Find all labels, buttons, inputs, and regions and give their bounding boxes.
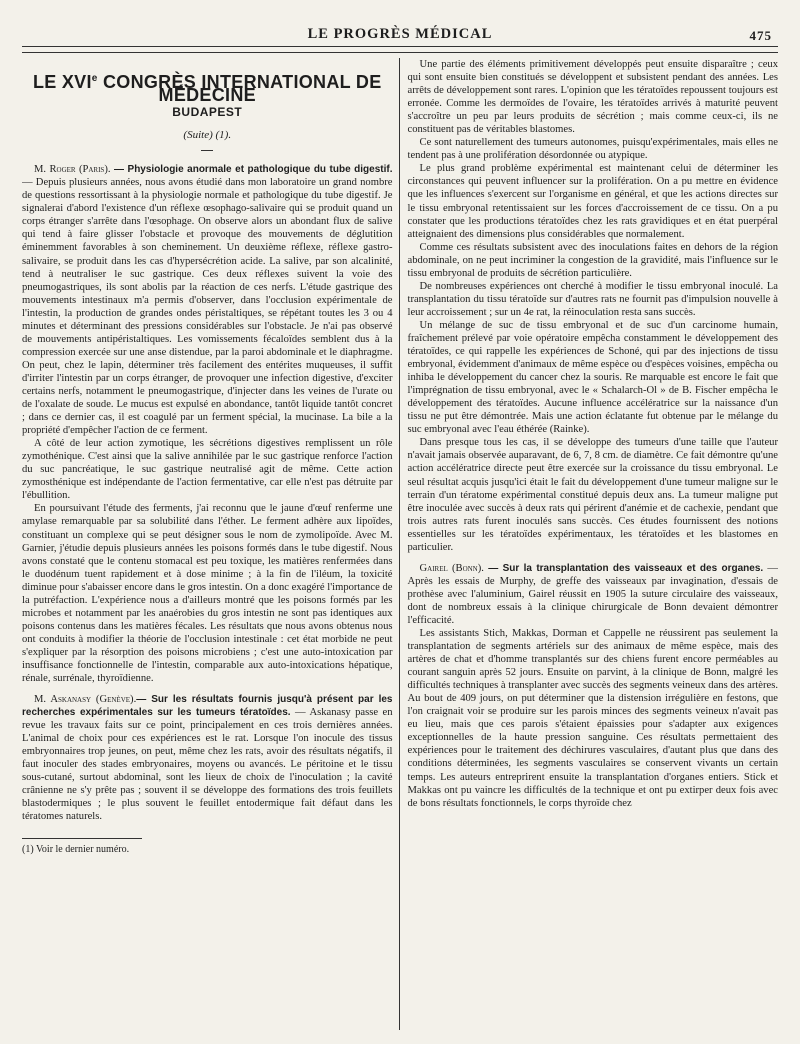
gairel-author: Gairel (Bonn).	[419, 562, 484, 574]
roger-paragraph-2: A côté de leur action zymotique, les sécrétions digestives remplissent un rôle zymothénique. C'est ainsi que la salive annihilée par le suc gastrique renforce l'action du suc pancréatique, le suc gastrique neutralisé agit de même. Cette action zymosthénique est indépendante de l'action fermentative, car elle n'est pas détruite par l'ébullition.	[22, 438, 393, 502]
conference-city: BUDAPEST	[172, 105, 243, 120]
gairel-heading: — Sur la transplantation des vaisseaux et des organes.	[483, 562, 764, 574]
roger-author: M. Roger (Paris).	[34, 164, 111, 176]
title-prefix: LE XVI	[32, 72, 92, 92]
roger-heading: — Physiologie anormale et pathologique du tube digestif.	[110, 164, 393, 176]
text-columns	[22, 58, 778, 1030]
journal-page	[22, 20, 778, 1030]
roger-text-1: — Depuis plusieurs années, nous avons étudié dans mon laboratoire un grand nombre de questions ressortissant à la physiologie normale et pathologique du tube digestif. Je signalerai d'abord l'existence d'un réflexe œsophago-salivaire qui se produit quand un corps étranger s'arrête dans l'œsophage. On observe alors un abondant flux de salive qui tend à faire glisser l'obstacle et provoque des mouvements de déglutition éminemment favorables à son cheminement. Un deuxième réflexe, réflexe gastro-salivaire, se produit dans les cas d'hypersécrétion acide. La salive, par son alcalinité, tend à neutraliser le suc gastrique. Ces deux réflexes suivent la voie des pneumogastriques, ils sont abolis par la réaction de ces nerfs. L'étude gastrique des mouvements intestinaux m'a permis d'observer, dans l'occlusion expérimentale de l'intestin, la production de grandes ondes péristaltiques, se répétant toutes les 3 ou 4 minutes et déterminant des pressions considérables sur l'obstacle. Je n'ai pas observé de mouvements antipéristaltiques. Les vomissements fécaloïdes semblent dus à la compression exercée sur une anse distendue, par la paroi abdominale et le diaphragme. On peut, chez le lapin, déterminer très facilement des entérites muqueuses, il suffit d'irriter l'intestin par un corps étranger, de provoquer une infection digestive, d'exciter certains nerfs, notamment le pneumogastrique, d'injecter dans les veines de l'urate ou de l'oxalate de soude. Le mucus est expulsé en abondance, tantôt liquide tantôt concret ; dans ce dernier cas, il est coagulé par un ferment spécial, la mucinase. La bile a la propriété d'empêcher l'action de ce ferment.	[22, 177, 393, 437]
askanasy-text-1: — Askanasy passe en revue les travaux faits sur ce point, principalement en ces trois dernières années. L'animal de choix pour ces expériences est le rat. Lorsque l'on inocule des tissus embryonnaires trop jeunes, on peut, même chez les rats, avoir des résultats négatifs, il faut inoculer des stades embryonaires, moyens ou avancés. Le péritoine et le tissu sous-cutané, surtout abdominal, sont les lieux de choix de l'inoculation ; la cavité crânienne ne s'y prête pas ; souvent il se développe des formations des trois feuillets blastodermiques ; le plus souvent le feuillet entodermique fait défaut dans les tératomes naturels.	[22, 707, 393, 823]
footnote-rule	[22, 838, 142, 839]
conference-suite: (Suite) (1).	[183, 129, 232, 142]
askanasy-paragraph-4: Le plus grand problème expérimental est maintenant celui de déterminer les circonstances qui peuvent influencer sur la prolifération. On a pu mettre en évidence que les influences s'exercent sur l'organisme en général, et que les actions directes sur le tissu embryonal retentissaient sur les forces d'accroissement de ce tissu. On a pu constater que les productions tératoïdes chez les rats gravidiques et en état puerpéral atteignaient des dimensions plus considérables que normalement.	[407, 163, 778, 240]
gairel-text-1: — Après les essais de Murphy, de greffe des vaisseaux par invagination, d'essais de prothèse avec l'aluminium, Gairel réussit en 1905 la suture circulaire des vaisseaux, dont de nombreux essais à la clinique chirurgicale de Bonn devaient démontrer l'efficacité.	[407, 562, 778, 626]
askanasy-author: M. Askanasy (Genève).	[34, 694, 137, 706]
askanasy-paragraph-3: Ce sont naturellement des tumeurs autonomes, puisqu'expérimentales, mais elles ne tendent pas à une prolifération désordonnée ou atypique.	[407, 137, 778, 162]
title-rest: CONGRÈS INTERNATIONAL DE MÉDECINE	[97, 72, 382, 106]
running-head	[22, 20, 778, 42]
askanasy-paragraph-2: Une partie des éléments primitivement développés peut ensuite disparaître ; ceux qui sont ensuite bien constitués se développent et subsistent pendant des années. Les arrêts de développement sont rares. L'opinion que les tératoïdes repoussent toujours est erronée. Comme les dermoïdes de l'ovaire, les tératoïdes arrivés à maturité peuvent s'accroître un peu par leurs produits de sécrétion ; mais comme ceux-ci, ils ne constituent pas de véritables blastomes.	[407, 59, 778, 136]
conference-title	[22, 72, 393, 106]
title-superscript: e	[91, 73, 98, 84]
askanasy-paragraph-5: Comme ces résultats subsistent avec des inoculations faites en dehors de la région abdominale, on ne peut incriminer la congestion de la gravidité, mais l'influence sur le tissu embryonal de produits de sécrétion particulière.	[407, 241, 778, 279]
askanasy-paragraph-1	[22, 693, 393, 823]
left-column	[22, 58, 399, 1030]
askanasy-heading: — Sur les résultats fournis jusqu'à présent par les recherches expérimentales sur les tumeurs tératoïdes.	[22, 694, 393, 719]
roger-paragraph-3: En poursuivant l'étude des ferments, j'ai reconnu que le jaune d'œuf renferme une amylase remarquable par sa solubilité dans l'éther. Le ferment adhère aux lipoïdes, constituant un complexe qui se peut désigner sous le nom de zymolipoïde. Avec M. Garnier, j'étudie depuis plusieurs années les poisons formés dans le tube digestif. Nous avons constaté que le contenu stomacal est peu toxique, les matières renfermées dans le duodénum tuent rapidement et à dose minime ; à la fin de l'iléum, la toxicité diminue pour s'abaisser encore dans le gros intestin. On a donc exagéré l'importance de la putréfaction. L'expérience nous a d'ailleurs montré que les poisons formés par les microbes et notamment par les anaérobies du gros intestin ne sont pas identiques aux poisons contenus dans les matières fécales. Les résultats que nous avons obtenus nous ont conduits à modifier la théorie de l'occlusion intestinale : cet état morbide ne peut s'expliquer par la résorption des poisons microbiens ; c'est une auto-intoxication par insuffisance fonctionnelle de l'intestin, comparable aux auto-intoxications hépatique, rénale, surrénale, thyroïdienne.	[22, 503, 393, 685]
askanasy-paragraph-8: Dans presque tous les cas, il se développe des tumeurs d'une taille que l'auteur n'avait jamais observée auparavant, de 6, 7, 8 cm. de diamètre. Ce fait démontre qu'une action accélératrice directe peut être exercée sur la croissance du tissu embryonal. Le seul résultat acquis jusqu'ici était le fait du développement d'une tumeur maligne sur le terrain d'un tératome expérimental constitué depuis deux ans. La tumeur maligne put être inoculée avec succès à deux rats qui périrent d'anémie et de cachexie, pendant que trois autres rats furent inoculés sans succès. Ces études fournissent des notions essentielles sur les tératoïdes expérimentaux, les tératoïdes et les blastomes en particulier.	[407, 437, 778, 553]
roger-paragraph-1	[22, 163, 393, 437]
title-divider	[201, 150, 213, 151]
askanasy-paragraph-7: Un mélange de suc de tissu embryonal et de suc d'un carcinome humain, fraîchement prélevé par voie opératoire empêcha constamment le développement des tératoïdes, ce qui rappelle les expériences de Schoné, qui par des injections de tissu embryonal, évidemment d'animaux de même espèce ou d'espèces voisines, empêcha ou inhiba le développement du cancer chez la souris. Re marquable est encore le fait que l'imprégnation de tissu embryonal, avec le « Schalarch-Ol » de B. Fischer empêcha le développement des tératoïdes. Aucune influence accélératrice sur la naissance d'un tissu ne put être démontrée. Mais une action éclatante fut obtenue par le mélange du suc embryonal avec l'eau éthérée (Rainke).	[407, 319, 778, 436]
footnote: (1) Voir le dernier numéro.	[22, 843, 130, 855]
right-column	[399, 58, 779, 1030]
journal-title: LE PROGRÈS MÉDICAL	[307, 26, 493, 42]
gairel-paragraph-2: Les assistants Stich, Makkas, Dorman et Cappelle ne réussirent pas seulement la transplantation de segments artériels sur des animaux de même espèce, mais des artères de chat et d'homme transplantés sur des chiens furent encore perméables au courant sanguin après 52 jours. Ensuite on parvint, à la clinique de Bonn, malgré les difficultés techniques à transplanter avec succès des segments veineux dans des artères. Au bout de 409 jours, on put déterminer que la distension irrégulière en festons, que l'on craignait voir se produire sur les parois minces des segments veineux n'avait pas eu lieu, mais que ces parois s'étaient épaissies pour s'adapter aux exigences exceptionnelles de la haute pression sanguine. Ces résultats permettaient des expériences pour le traitement des déchirures vasculaires, d'autant plus que dans des conditions déterminées, les segments vasculaires se conservent vivants un certain temps. Les auteurs entreprirent ensuite la transplantation d'organes entiers. Stick et Makkas ont pu vaincre les difficultés de la technique et ont pu extirper deux fois avec de bons résultats fonctionnels, le corps thyroïde chez	[407, 628, 778, 809]
gairel-paragraph-1	[408, 562, 779, 627]
header-rule	[22, 46, 778, 53]
askanasy-paragraph-6: De nombreuses expériences ont cherché à modifier le tissu embryonal inoculé. La transplantation du tissu tératoïde sur d'autres rats ne fournit pas d'impulsion nouvelle à leur accroissement ; sur un 4e rat, la réinoculation resta sans succès.	[407, 280, 778, 318]
page-number: 475	[749, 28, 772, 43]
